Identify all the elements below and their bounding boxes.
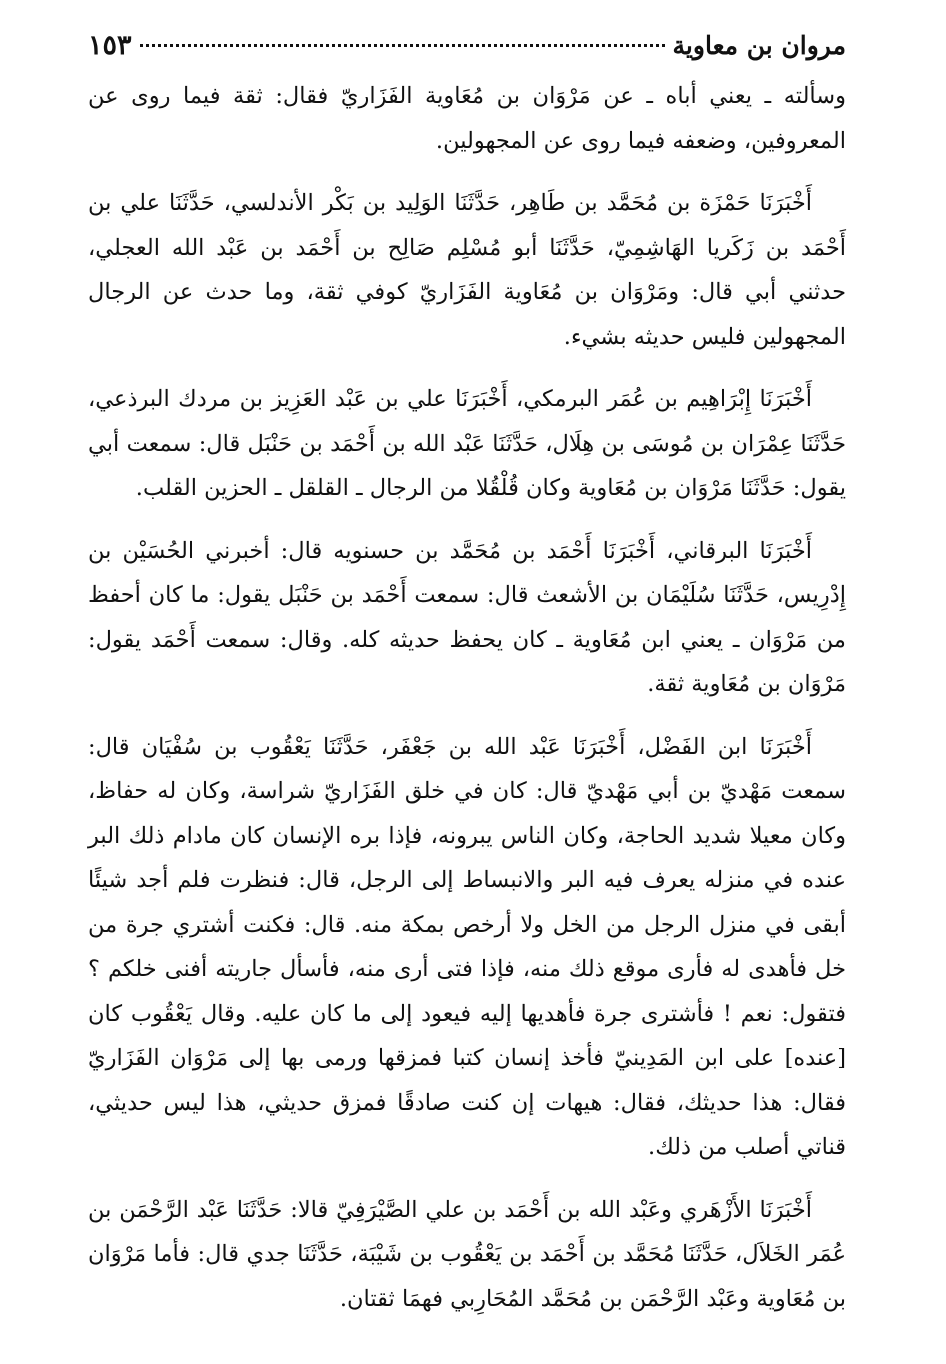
running-header	[88, 30, 846, 74]
paragraph-5: أَخْبَرَنَا ابن الفَضْل، أَخْبَرَنَا عَبْد الله بن جَعْفَر، حَدَّثَنَا يَعْقُوب بن سُفْيَان قال: سمعت مَهْديّ بن أبي مَهْديّ قال: كان في خلق الفَزَاريّ شراسة، وكان له حفاظ، وكان معيلا شديد الحاجة، وكان الناس يبرونه، فإذا بره الإنسان كان مادام ذلك البر عنده في منزله يعرف فيه البر والانبساط إلى الرجل، قال: فنظرت فلم أجد شيئًا أبقى في منزل الرجل من الخل ولا أرخص بمكة منه. قال: فكنت أشتري جرة من خل فأهدى له فأرى موقع ذلك منه، فإذا فتى أرى منه، فأسأل جاريته أفنى خلكم ؟ فتقول: نعم ! فأشترى جرة فأهديها إليه فيعود إلى ما كان عليه. وقال يَعْقُوب كان [عنده] على ابن المَدِينيّ فأخذ إنسان كتبا فمزقها ورمى بها إلى مَرْوَان الفَزَاريّ فقال: هذا حديثك، فقال: هيهات إن كنت صادقًا فمزق حديثي، هذا ليس حديثي، قناتي أصلب من ذلك.	[88, 733, 846, 1160]
running-title: مروان بن معاوية	[672, 31, 846, 60]
paragraph-6: أَخْبَرَنَا الأَزْهَري وعَبْد الله بن أَحْمَد بن علي الصَّيْرَفِيّ قالا: حَدَّثَنَا عَبْد الرَّحْمَن بن عُمَر الخَلاَل، حَدَّثَنَا مُحَمَّد بن أَحْمَد بن يَعْقُوب بن شَيْبَة، حَدَّثَنَا جدي قال: فأما مَرْوَان بن مُعَاوية وعَبْد الرَّحْمَن بن مُحَمَّد المُحَارِبي فهمَا ثقتان.	[88, 1196, 846, 1312]
paragraph-2: أَخْبَرَنَا حَمْزَة بن مُحَمَّد بن طَاهِر، حَدَّثَنَا الوَلِيد بن بَكْر الأندلسي، حَدَّثَنَا علي بن أَحْمَد بن زَكَريا الهَاشِمِيّ، حَدَّثَنَا أبو مُسْلِم صَالِح بن أَحْمَد بن عَبْد الله العجلي، حدثني أبي قال: ومَرْوَان بن مُعَاوية الفَزَاريّ كوفي ثقة، وما حدث عن الرجال المجهولين فليس حديثه بشيء.	[88, 190, 846, 350]
paragraph-1: وسألته ـ يعني أباه ـ عن مَرْوَان بن مُعَاوية الفَزَاريّ فقال: ثقة فيما روى عن المعروفين، وضعفه فيما روى عن المجهولين.	[88, 83, 846, 154]
dotted-leader	[140, 44, 665, 47]
page-number: ١٥٣	[88, 30, 132, 61]
paragraph-4: أَخْبَرَنَا البرقاني، أَخْبَرَنَا أَحْمَد بن مُحَمَّد بن حسنويه قال: أخبرني الحُسَيْن بن إِدْرِيس، حَدَّثَنَا سُلَيْمَان بن الأشعث قال: سمعت أَحْمَد بن حَنْبَل يقول: ما كان أحفظ من مَرْوَان ـ يعني ابن مُعَاوية ـ كان يحفظ حديثه كله. وقال: سمعت أَحْمَد يقول: مَرْوَان بن مُعَاوية ثقة.	[88, 537, 846, 697]
book-page	[88, 30, 846, 1321]
paragraph-3: أَخْبَرَنَا إِبْرَاهِيم بن عُمَر البرمكي، أَخْبَرَنَا علي بن عَبْد العَزِيز بن مردك البرذعي، حَدَّثَنَا عِمْرَان بن مُوسَى بن هِلَال، حَدَّثَنَا عَبْد الله بن أَحْمَد بن حَنْبَل قال: سمعت أبي يقول: حَدَّثَنَا مَرْوَان بن مُعَاوية وكان قُلْقُلا من الرجال ـ القلقل ـ الحزين القلب.	[88, 386, 846, 501]
